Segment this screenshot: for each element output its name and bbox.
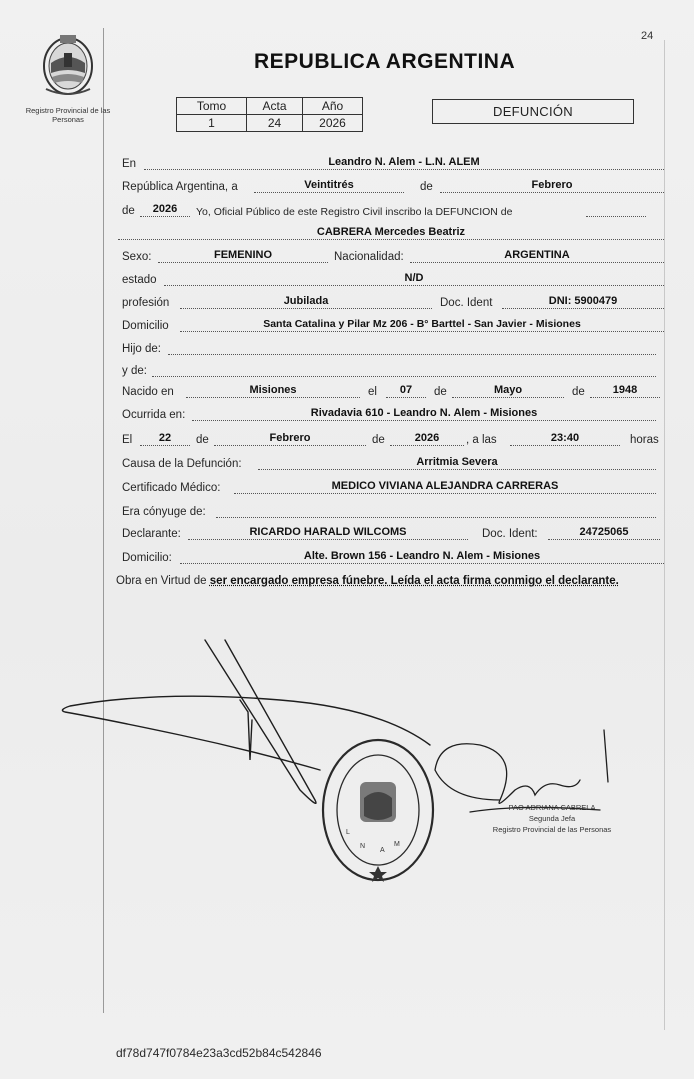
row-spouse — [118, 503, 664, 523]
dotted-line — [440, 192, 664, 193]
svg-text:L: L — [346, 829, 350, 836]
dotted-line — [152, 376, 656, 377]
horas-label: horas — [630, 434, 659, 446]
place-of-death-value: Rivadavia 610 - Leandro N. Alem - Misiones — [310, 407, 538, 419]
estado-label: estado — [122, 274, 157, 286]
dotted-line — [586, 216, 646, 217]
el2-label: El — [122, 434, 133, 446]
dotted-line — [452, 397, 564, 398]
causa-label: Causa de la Defunción: — [122, 458, 242, 470]
row-mother — [118, 362, 664, 382]
doc2-label: Doc. Ident: — [482, 528, 538, 540]
issuer-name: Registro Provincial de las Personas — [25, 106, 111, 124]
death-de-label: de — [196, 434, 209, 446]
nacionalidad-label: Nacionalidad: — [334, 251, 404, 263]
a-las-label: , a las — [466, 434, 497, 446]
en-label: En — [122, 158, 137, 170]
dotted-line — [254, 192, 404, 193]
birth-place-value: Misiones — [249, 384, 297, 396]
official-stamp-text — [472, 802, 632, 835]
row-place — [118, 155, 664, 175]
tomo-value: 1 — [177, 115, 247, 132]
domicilio2-label: Domicilio: — [122, 552, 172, 564]
row-date — [118, 178, 664, 198]
doc-ident-value: DNI: 5900479 — [548, 295, 618, 307]
svg-text:N: N — [360, 843, 366, 850]
row-place-of-death — [118, 406, 664, 426]
place-value: Leandro N. Alem - L.N. ALEM — [328, 156, 480, 168]
day-value: Veintitrés — [304, 179, 354, 191]
dotted-line — [510, 445, 620, 446]
profesion-label: profesión — [122, 297, 170, 309]
y-de-label: y de: — [122, 365, 147, 377]
signatures-and-seal — [0, 600, 694, 900]
dotted-line — [140, 216, 190, 217]
death-time-value: 23:40 — [550, 432, 580, 444]
nationality-value: ARGENTINA — [504, 249, 570, 261]
year-value: 2026 — [152, 203, 178, 215]
birth-de-label: de — [434, 386, 447, 398]
dotted-line — [410, 262, 664, 263]
closing-text: ser encargado empresa fúnebre. Leída el acta firma conmigo el declarante. — [209, 575, 619, 587]
birth-day-value: 07 — [399, 384, 413, 396]
certificate-value: MEDICO VIVIANA ALEJANDRA CARRERAS — [331, 480, 559, 492]
dotted-line — [118, 239, 664, 240]
declarante-label: Declarante: — [122, 528, 181, 540]
tomo-header: Tomo — [177, 98, 247, 115]
anio-header: Año — [303, 98, 363, 115]
svg-text:M: M — [394, 841, 400, 848]
death-de2-label: de — [372, 434, 385, 446]
certificado-label: Certificado Médico: — [122, 482, 221, 494]
dotted-line — [186, 397, 360, 398]
dotted-line — [140, 445, 190, 446]
acta-header: Acta — [247, 98, 303, 115]
dotted-line — [502, 308, 664, 309]
row-father — [118, 340, 664, 360]
nacido-label: Nacido en — [122, 386, 174, 398]
row-year — [118, 202, 664, 222]
official-org: Registro Provincial de las Personas — [492, 825, 612, 834]
anio-value: 2026 — [303, 115, 363, 132]
birth-de2-label: de — [572, 386, 585, 398]
declarant-doc-value: 24725065 — [579, 526, 629, 538]
dotted-line — [180, 563, 664, 564]
row-profession — [118, 294, 664, 314]
declarant-address-value: Alte. Brown 156 - Leandro N. Alem - Misiones — [303, 550, 541, 562]
de-label: de — [420, 181, 433, 193]
row-address — [118, 317, 664, 337]
province-coat-of-arms-logo — [38, 33, 98, 97]
official-role: Segunda Jefa — [528, 814, 576, 823]
dotted-line — [180, 308, 432, 309]
death-month-value: Febrero — [269, 432, 311, 444]
dotted-line — [192, 420, 656, 421]
dotted-line — [258, 469, 656, 470]
dotted-line — [168, 354, 656, 355]
document-type-box: DEFUNCIÓN — [432, 99, 634, 124]
dotted-line — [548, 539, 660, 540]
row-declarant-address — [118, 549, 664, 569]
oficial-text: Yo, Oficial Público de este Registro Civil inscribo la DEFUNCION de — [196, 206, 513, 218]
official-signature — [435, 730, 608, 812]
republica-label: República Argentina, a — [122, 181, 238, 193]
civil-status-value: N/D — [404, 272, 424, 284]
dotted-line — [386, 397, 426, 398]
acta-value: 24 — [247, 115, 303, 132]
registry-header-row — [177, 98, 363, 115]
row-death-date — [118, 431, 664, 451]
el-label: el — [368, 386, 377, 398]
dotted-line — [216, 517, 656, 518]
address-value: Santa Catalina y Pilar Mz 206 - B° Barttel - San Javier - Misiones — [263, 318, 581, 330]
row-declarant — [118, 525, 664, 545]
page-number: 24 — [641, 30, 654, 42]
month-value: Febrero — [531, 179, 573, 191]
dotted-line — [180, 331, 664, 332]
sexo-label: Sexo: — [122, 251, 152, 263]
de2-label: de — [122, 205, 135, 217]
registry-value-row — [177, 115, 363, 132]
row-birth — [118, 383, 664, 403]
official-name: PAO ADRIANA CABRELA — [508, 803, 596, 812]
death-day-value: 22 — [158, 432, 172, 444]
row-sex — [118, 248, 664, 268]
closing-statement — [116, 573, 678, 590]
birth-year-value: 1948 — [612, 384, 638, 396]
dotted-line — [390, 445, 464, 446]
row-cause — [118, 455, 664, 475]
dotted-line — [164, 285, 664, 286]
profession-value: Jubilada — [283, 295, 329, 307]
dotted-line — [188, 539, 468, 540]
death-year-value: 2026 — [414, 432, 440, 444]
svg-text:A: A — [380, 847, 385, 854]
row-civil-status — [118, 271, 664, 291]
declarant-value: RICARDO HARALD WILCOMS — [249, 526, 407, 538]
conyuge-label: Era cónyuge de: — [122, 506, 206, 518]
row-name — [118, 225, 664, 245]
deceased-name-value: CABRERA Mercedes Beatriz — [316, 226, 466, 238]
hijo-de-label: Hijo de: — [122, 343, 161, 355]
document-title: REPUBLICA ARGENTINA — [254, 50, 516, 73]
doc-ident-label: Doc. Ident — [440, 297, 493, 309]
declarant-signature — [62, 640, 430, 803]
dotted-line — [144, 169, 664, 170]
dotted-line — [590, 397, 660, 398]
dotted-line — [214, 445, 366, 446]
birth-month-value: Mayo — [493, 384, 523, 396]
official-seal — [323, 740, 433, 882]
cause-value: Arritmia Severa — [416, 456, 498, 468]
sex-value: FEMENINO — [213, 249, 273, 261]
domicilio-label: Domicilio — [122, 320, 169, 332]
dotted-line — [158, 262, 328, 263]
row-certificate — [118, 479, 664, 499]
dotted-line — [234, 493, 656, 494]
closing-prefix: Obra en Virtud de — [116, 575, 207, 587]
document-hash: df78d747f0784e23a3cd52b84c542846 — [116, 1046, 322, 1060]
registry-table — [176, 97, 363, 132]
ocurrida-label: Ocurrida en: — [122, 409, 186, 421]
